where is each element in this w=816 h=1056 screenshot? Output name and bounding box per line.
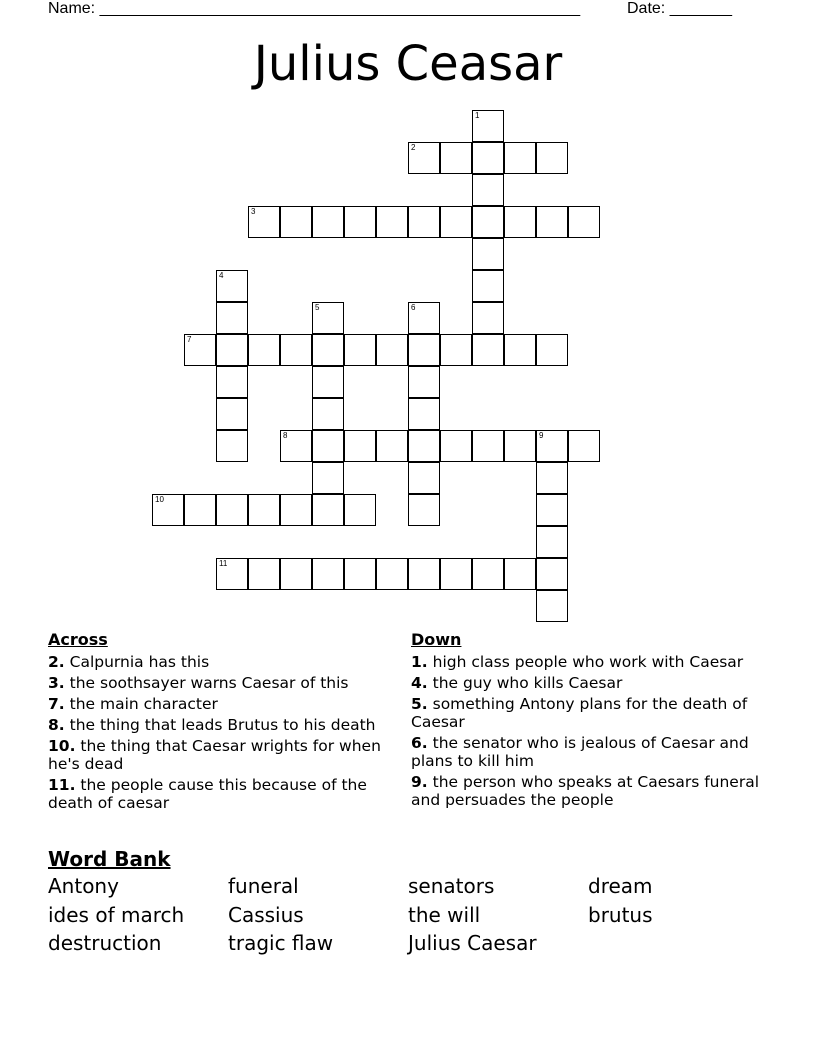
word-bank-item: the will	[408, 902, 481, 927]
grid-cell[interactable]	[536, 558, 568, 590]
down-clue	[411, 773, 761, 809]
clue-text: something Antony plans for the death of Caesar	[411, 695, 748, 731]
across-clue	[48, 776, 398, 812]
across-clues	[48, 630, 398, 812]
word-bank-item: brutus	[588, 902, 653, 927]
grid-cell[interactable]	[248, 558, 280, 590]
down-clue-list	[411, 653, 761, 809]
clue-text: the thing that Caesar wrights for when he's dead	[48, 737, 381, 773]
clue-number: 6	[411, 303, 416, 312]
grid-cell[interactable]	[280, 206, 312, 238]
grid-cell[interactable]	[312, 430, 344, 462]
down-clue	[411, 695, 761, 731]
clue-number: 10	[155, 495, 164, 504]
grid-cell[interactable]	[344, 206, 376, 238]
grid-cell[interactable]	[280, 558, 312, 590]
grid-cell[interactable]	[312, 366, 344, 398]
grid-cell[interactable]	[568, 430, 600, 462]
grid-cell[interactable]	[184, 494, 216, 526]
clue-number-label: 2.	[48, 653, 65, 671]
grid-cell[interactable]	[312, 206, 344, 238]
down-clues	[411, 630, 761, 809]
clue-number-label: 9.	[411, 773, 428, 791]
across-clue	[48, 737, 398, 773]
word-bank-item: destruction	[48, 931, 162, 955]
puzzle-title: Julius Ceasar	[253, 36, 563, 92]
word-bank-item: Julius Caesar	[408, 931, 537, 955]
grid-cell[interactable]	[472, 334, 504, 366]
grid-cell[interactable]	[440, 430, 472, 462]
grid-cell[interactable]	[536, 334, 568, 366]
grid-cell[interactable]	[216, 334, 248, 366]
grid-cell[interactable]	[376, 206, 408, 238]
grid-cell[interactable]	[216, 558, 248, 590]
clue-number: 1	[475, 111, 480, 120]
grid-cell[interactable]	[312, 462, 344, 494]
across-clue	[48, 716, 398, 734]
word-bank-item: dream	[588, 874, 653, 898]
grid-cell[interactable]	[408, 206, 440, 238]
grid-cell[interactable]	[312, 302, 344, 334]
grid-cell[interactable]	[248, 334, 280, 366]
grid-cell[interactable]	[408, 462, 440, 494]
word-bank-title: Word Bank	[48, 847, 171, 871]
clue-number-label: 8.	[48, 716, 65, 734]
grid-cell[interactable]	[344, 558, 376, 590]
grid-cell[interactable]	[312, 494, 344, 526]
clue-text: the senator who is jealous of Caesar and plans to kill him	[411, 734, 749, 770]
grid-cell[interactable]	[536, 590, 568, 622]
grid-cell[interactable]	[216, 270, 248, 302]
clue-number-label: 1.	[411, 653, 428, 671]
grid-cell[interactable]	[408, 366, 440, 398]
word-bank-item: senators	[408, 874, 495, 898]
grid-cell[interactable]	[568, 206, 600, 238]
grid-cell[interactable]	[504, 430, 536, 462]
word-bank	[48, 872, 768, 958]
grid-cell[interactable]	[504, 334, 536, 366]
word-bank-item: Cassius	[228, 902, 304, 927]
grid-cell[interactable]	[408, 430, 440, 462]
grid-cell[interactable]	[408, 302, 440, 334]
grid-cell[interactable]	[408, 142, 440, 174]
grid-cell[interactable]	[376, 334, 408, 366]
clue-text: the main character	[69, 695, 218, 713]
clue-number-label: 7.	[48, 695, 65, 713]
clue-number-label: 11.	[48, 776, 76, 794]
grid-cell[interactable]	[312, 558, 344, 590]
grid-cell[interactable]	[536, 142, 568, 174]
word-bank-item: tragic flaw	[228, 931, 334, 955]
grid-cell[interactable]	[536, 494, 568, 526]
down-clue	[411, 674, 761, 692]
grid-cell[interactable]	[216, 398, 248, 430]
grid-cell[interactable]	[472, 270, 504, 302]
clue-number: 11	[219, 559, 228, 568]
grid-cell[interactable]	[280, 334, 312, 366]
grid-cell[interactable]	[472, 238, 504, 270]
grid-cell[interactable]	[440, 142, 472, 174]
across-clue-list	[48, 653, 398, 812]
clue-number: 8	[283, 431, 288, 440]
grid-cell[interactable]	[184, 334, 216, 366]
grid-cell[interactable]	[280, 494, 312, 526]
grid-cell[interactable]	[472, 302, 504, 334]
across-clue	[48, 674, 398, 692]
clue-number-label: 5.	[411, 695, 428, 713]
across-clue	[48, 695, 398, 713]
grid-cell[interactable]	[504, 142, 536, 174]
grid-cell[interactable]	[152, 494, 184, 526]
grid-cell[interactable]	[408, 398, 440, 430]
word-bank-item: Antony	[48, 874, 119, 898]
down-clue	[411, 653, 761, 671]
grid-cell[interactable]	[472, 558, 504, 590]
clue-number-label: 4.	[411, 674, 428, 692]
grid-cell[interactable]	[440, 558, 472, 590]
grid-cell[interactable]	[536, 526, 568, 558]
grid-cell[interactable]	[472, 206, 504, 238]
grid-cell[interactable]	[280, 430, 312, 462]
down-heading: Down	[411, 630, 462, 649]
grid-cell[interactable]	[312, 334, 344, 366]
clue-number-label: 6.	[411, 734, 428, 752]
clue-number: 3	[251, 207, 256, 216]
across-heading: Across	[48, 630, 108, 649]
grid-cell[interactable]	[440, 206, 472, 238]
down-clue	[411, 734, 761, 770]
grid-cell[interactable]	[408, 558, 440, 590]
clue-text: the person who speaks at Caesars funeral and persuades the people	[411, 773, 760, 809]
grid-cell[interactable]	[376, 430, 408, 462]
clue-text: the guy who kills Caesar	[432, 674, 623, 692]
grid-cell[interactable]	[344, 430, 376, 462]
clue-text: Calpurnia has this	[69, 653, 210, 671]
grid-cell[interactable]	[344, 494, 376, 526]
clue-text: the thing that leads Brutus to his death	[69, 716, 376, 734]
date-field-label: Date: _______	[627, 0, 732, 17]
grid-cell[interactable]	[504, 206, 536, 238]
grid-cell[interactable]	[376, 558, 408, 590]
grid-cell[interactable]	[536, 430, 568, 462]
word-bank-item: ides of march	[48, 902, 185, 927]
word-bank-item: funeral	[228, 874, 299, 898]
clue-number: 5	[315, 303, 320, 312]
clue-number-label: 10.	[48, 737, 76, 755]
grid-cell[interactable]	[472, 142, 504, 174]
grid-cell[interactable]	[440, 334, 472, 366]
grid-cell[interactable]	[408, 334, 440, 366]
clue-text: the soothsayer warns Caesar of this	[69, 674, 349, 692]
grid-cell[interactable]	[344, 334, 376, 366]
grid-cell[interactable]	[504, 558, 536, 590]
grid-cell[interactable]	[248, 494, 280, 526]
grid-cell[interactable]	[472, 110, 504, 142]
clue-number: 4	[219, 271, 224, 280]
grid-cell[interactable]	[472, 430, 504, 462]
clue-text: high class people who work with Caesar	[432, 653, 744, 671]
clue-number: 7	[187, 335, 192, 344]
clue-text: the people cause this because of the death of caesar	[48, 776, 367, 812]
grid-cell[interactable]	[536, 206, 568, 238]
name-field-label: Name: ______________________________________________________	[48, 0, 581, 17]
grid-cell[interactable]	[312, 398, 344, 430]
grid-cell[interactable]	[472, 174, 504, 206]
across-clue	[48, 653, 398, 671]
grid-cell[interactable]	[536, 462, 568, 494]
grid-cell[interactable]	[248, 206, 280, 238]
grid-cell[interactable]	[216, 494, 248, 526]
grid-cell[interactable]	[216, 366, 248, 398]
grid-cell[interactable]	[408, 494, 440, 526]
clue-number: 2	[411, 143, 416, 152]
grid-cell[interactable]	[216, 302, 248, 334]
clue-number: 9	[539, 431, 544, 440]
clue-number-label: 3.	[48, 674, 65, 692]
grid-cell[interactable]	[216, 430, 248, 462]
